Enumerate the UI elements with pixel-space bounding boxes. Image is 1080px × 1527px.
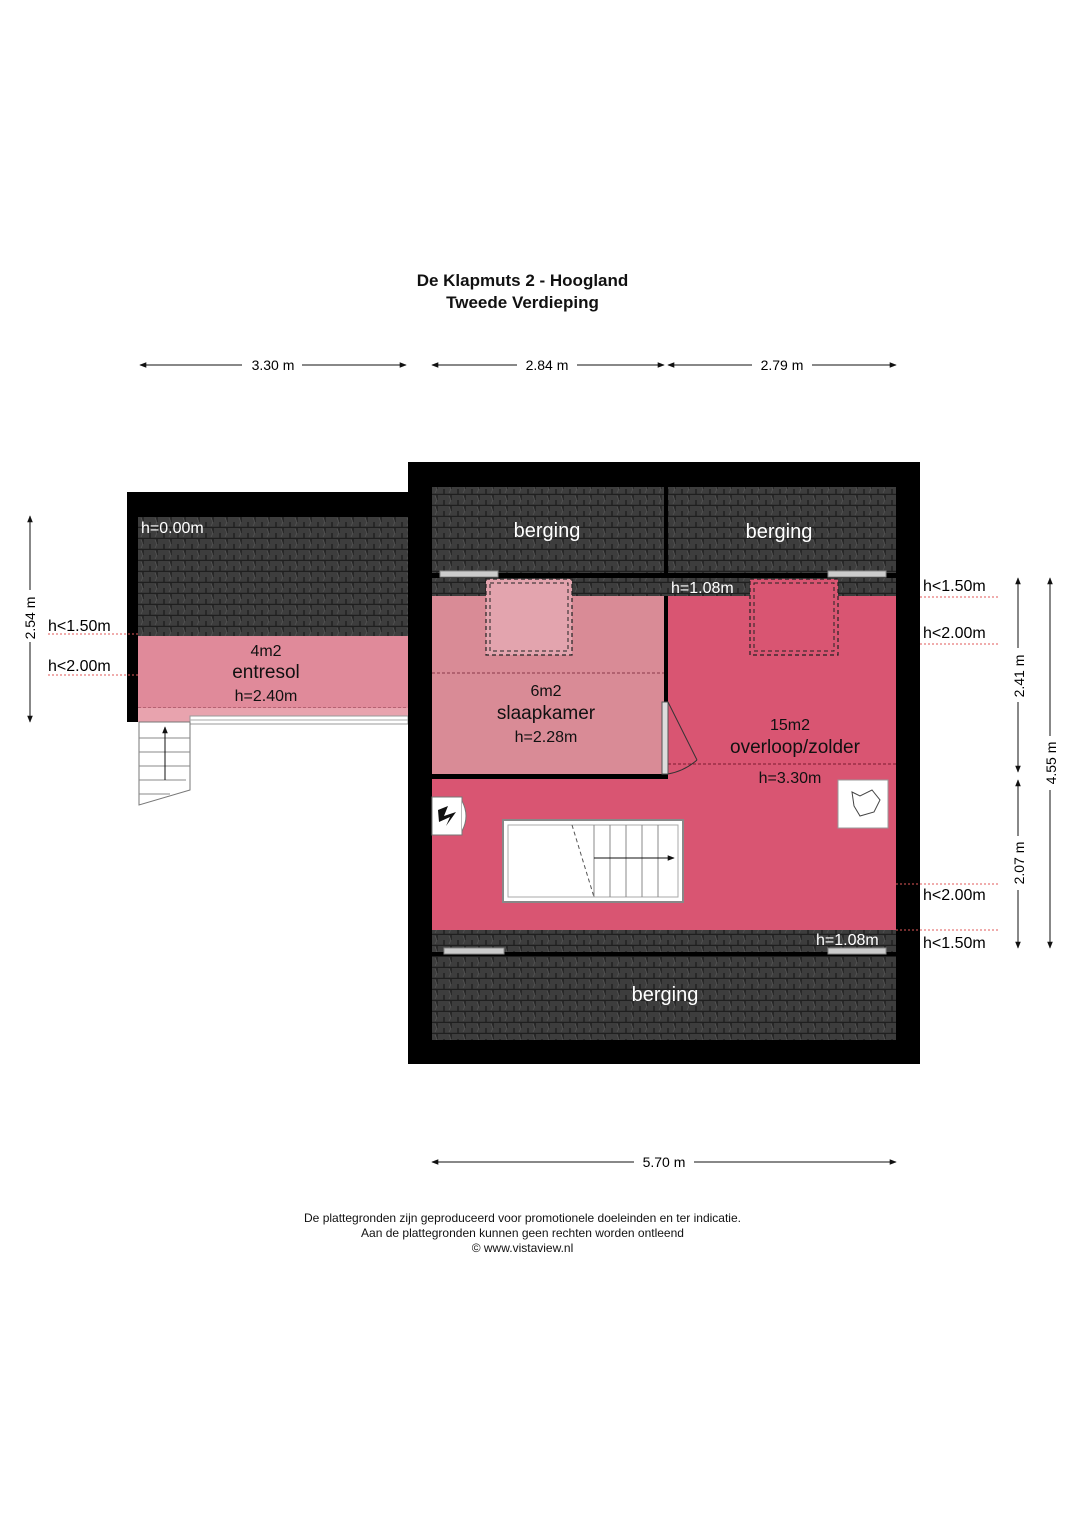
overloop-top-height: h=1.08m bbox=[671, 580, 734, 597]
disclaimer-line: De plattegronden zijn geproduceerd voor promotionele doeleinden en ter indicatie. bbox=[304, 1211, 741, 1225]
copyright: © www.vistaview.nl bbox=[471, 1241, 574, 1255]
berging-bottom-label: berging bbox=[631, 984, 699, 1006]
disclaimer-line: Aan de plattegronden kunnen geen rechten worden ontleend bbox=[361, 1226, 684, 1240]
dimension-right-total bbox=[1041, 578, 1059, 948]
dimension-top-left bbox=[140, 356, 406, 374]
overloop-height: h=3.30m bbox=[758, 770, 822, 787]
berging-top-right-label: berging bbox=[745, 521, 813, 543]
slaapkamer-area: 6m2 bbox=[530, 683, 562, 700]
height-guide-label: h<1.50m bbox=[48, 618, 111, 635]
dimension-label: 3.30 m bbox=[251, 357, 295, 373]
overloop-bottom-height: h=1.08m bbox=[816, 932, 879, 949]
dimension-label: 4.55 m bbox=[1043, 741, 1059, 785]
dimension-label: 2.79 m bbox=[760, 357, 804, 373]
height-guide-label: h<2.00m bbox=[923, 625, 986, 642]
main-building bbox=[408, 462, 920, 1064]
plan-title-address: De Klapmuts 2 - Hoogland bbox=[416, 271, 629, 290]
dimension-label: 2.54 m bbox=[22, 596, 38, 640]
height-guide-label: h<2.00m bbox=[923, 887, 986, 904]
berging-top-left-label: berging bbox=[513, 520, 581, 542]
main-staircase bbox=[503, 820, 683, 902]
dimension-top-mid bbox=[432, 356, 664, 374]
dimension-right-lower bbox=[1009, 780, 1027, 948]
dimension-label: 2.84 m bbox=[525, 357, 569, 373]
entresol-stair bbox=[139, 722, 190, 805]
entresol-height: h=2.40m bbox=[234, 688, 298, 705]
skylight bbox=[486, 579, 572, 655]
disclaimer bbox=[0, 1211, 1045, 1256]
dimension-label: 2.41 m bbox=[1011, 654, 1027, 698]
entresol-wing bbox=[127, 492, 417, 805]
skylight bbox=[750, 579, 838, 655]
dimension-bottom bbox=[432, 1153, 896, 1171]
height-guide-label: h<1.50m bbox=[923, 935, 986, 952]
dimension-top-right bbox=[668, 356, 896, 374]
overloop-area: 15m2 bbox=[769, 717, 811, 734]
dimension-label: 5.70 m bbox=[642, 1154, 686, 1170]
boiler-icon bbox=[432, 797, 466, 835]
entresol-name: entresol bbox=[232, 662, 300, 683]
plan-title-floor: Tweede Verdieping bbox=[446, 293, 599, 312]
dimension-left-height bbox=[21, 516, 39, 722]
entresol-area: 4m2 bbox=[250, 643, 282, 660]
height-guide-label: h<1.50m bbox=[923, 578, 986, 595]
dimension-right-upper bbox=[1009, 578, 1027, 772]
left-height-guides bbox=[48, 618, 138, 675]
slaapkamer-height: h=2.28m bbox=[514, 729, 578, 746]
dimension-label: 2.07 m bbox=[1011, 841, 1027, 885]
fixture-icon bbox=[838, 780, 888, 828]
height-guide-label: h<2.00m bbox=[48, 658, 111, 675]
slaapkamer-name: slaapkamer bbox=[496, 703, 596, 724]
overloop-name: overloop/zolder bbox=[730, 737, 860, 758]
entresol-roof-height: h=0.00m bbox=[141, 520, 204, 537]
